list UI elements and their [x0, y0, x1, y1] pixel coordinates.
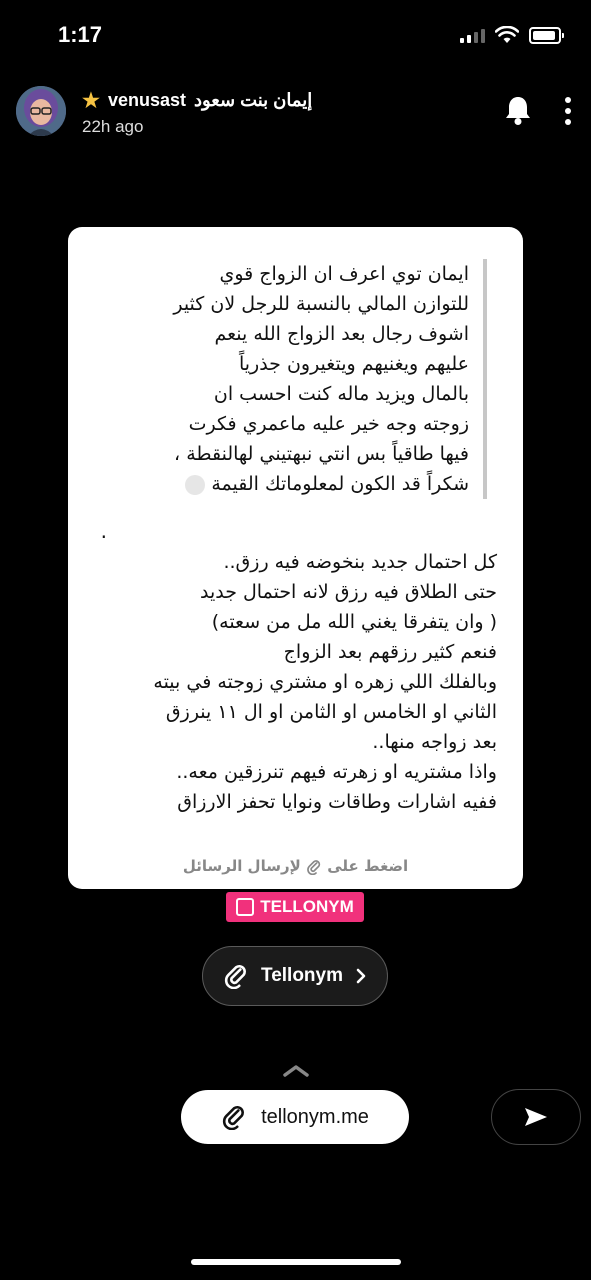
status-time: 1:17: [58, 22, 103, 47]
attachment-label: Tellonym: [261, 965, 343, 986]
white-heart-icon: [185, 475, 205, 495]
quote-line: اشوف رجال بعد الزواج الله ينعم: [214, 323, 469, 345]
story-header: [16, 86, 575, 140]
answer-line: بعد زواجه منها..: [372, 731, 497, 753]
avatar[interactable]: [16, 86, 66, 136]
tellonym-badge: [226, 892, 364, 922]
wifi-icon: [495, 26, 519, 44]
chevron-right-icon: [355, 967, 367, 985]
cellular-signal-icon: [460, 27, 485, 43]
battery-icon: [529, 27, 561, 44]
answer-line: كل احتمال جديد بنخوضه فيه رزق..: [223, 551, 497, 573]
quote-line: عليهم ويغنيهم ويتغيرون جذرياً: [238, 353, 469, 375]
answer-line: فنعم كثير رزقهم بعد الزواج: [283, 641, 497, 663]
quoted-question: [120, 259, 487, 499]
status-icons: [460, 26, 561, 44]
chevron-up-icon[interactable]: [282, 1064, 310, 1078]
more-vertical-icon[interactable]: [563, 96, 573, 126]
status-bar: [0, 0, 591, 70]
send-hint: [68, 857, 523, 875]
quote-line: بالمال ويزيد ماله كنت احسب ان: [213, 383, 469, 405]
hint-text-after: لإرسال الرسائل: [182, 857, 301, 875]
answer-line: الثاني او الخامس او الثامن او ال ١١ ينرزق: [165, 701, 497, 723]
home-indicator[interactable]: [191, 1259, 401, 1265]
quote-line-last: [120, 469, 469, 499]
answer-line: ( وان يتفرقا يغني الله مل من سعته): [211, 611, 497, 633]
quote-line: زوجته وجه خير عليه ماعمري فكرت: [188, 413, 469, 435]
tellonym-attachment-button[interactable]: [202, 946, 388, 1006]
user-info[interactable]: [82, 88, 312, 137]
paperclip-icon: [223, 963, 249, 989]
paperclip-icon: [221, 1104, 247, 1130]
answer-line: ففيه اشارات وطاقات ونوايا تحفز الارزاق: [177, 791, 497, 813]
quote-line: ايمان توي اعرف ان الزواج قوي: [219, 263, 469, 285]
post-timestamp: 22h ago: [82, 117, 144, 136]
paperclip-icon: [306, 859, 322, 875]
link-button[interactable]: [181, 1090, 409, 1144]
quote-line: شكراً قد الكون لمعلوماتك القيمة: [211, 473, 469, 495]
display-name: إيمان بنت سعود: [193, 90, 313, 110]
separator-dot: .: [100, 519, 107, 543]
bell-icon[interactable]: [503, 94, 533, 126]
quote-line: فيها طاقياً بس انتي نبهتيني لهالنقطة ،: [174, 443, 469, 465]
badge-label: TELLONYM: [260, 897, 354, 916]
send-button[interactable]: [491, 1089, 581, 1145]
answer-line: واذا مشتريه او زهرته فيهم تنرزقين معه..: [176, 761, 497, 783]
tellonym-card[interactable]: [68, 227, 523, 889]
send-arrow-icon: [522, 1105, 550, 1129]
answer-text: [94, 547, 497, 817]
answer-line: حتى الطلاق فيه رزق لانه احتمال جديد: [199, 581, 497, 603]
link-label: tellonym.me: [261, 1105, 369, 1128]
tellonym-logo-icon: [236, 898, 254, 916]
star-emoji-icon: ★: [82, 90, 100, 112]
username: venusast: [107, 90, 186, 110]
answer-line: وبالفلك اللي زهره او مشتري زوجته في بيته: [153, 671, 497, 693]
quote-line: للتوازن المالي بالنسبة للرجل لان كثير: [173, 293, 469, 315]
hint-text-before: اضغط على: [327, 857, 409, 875]
